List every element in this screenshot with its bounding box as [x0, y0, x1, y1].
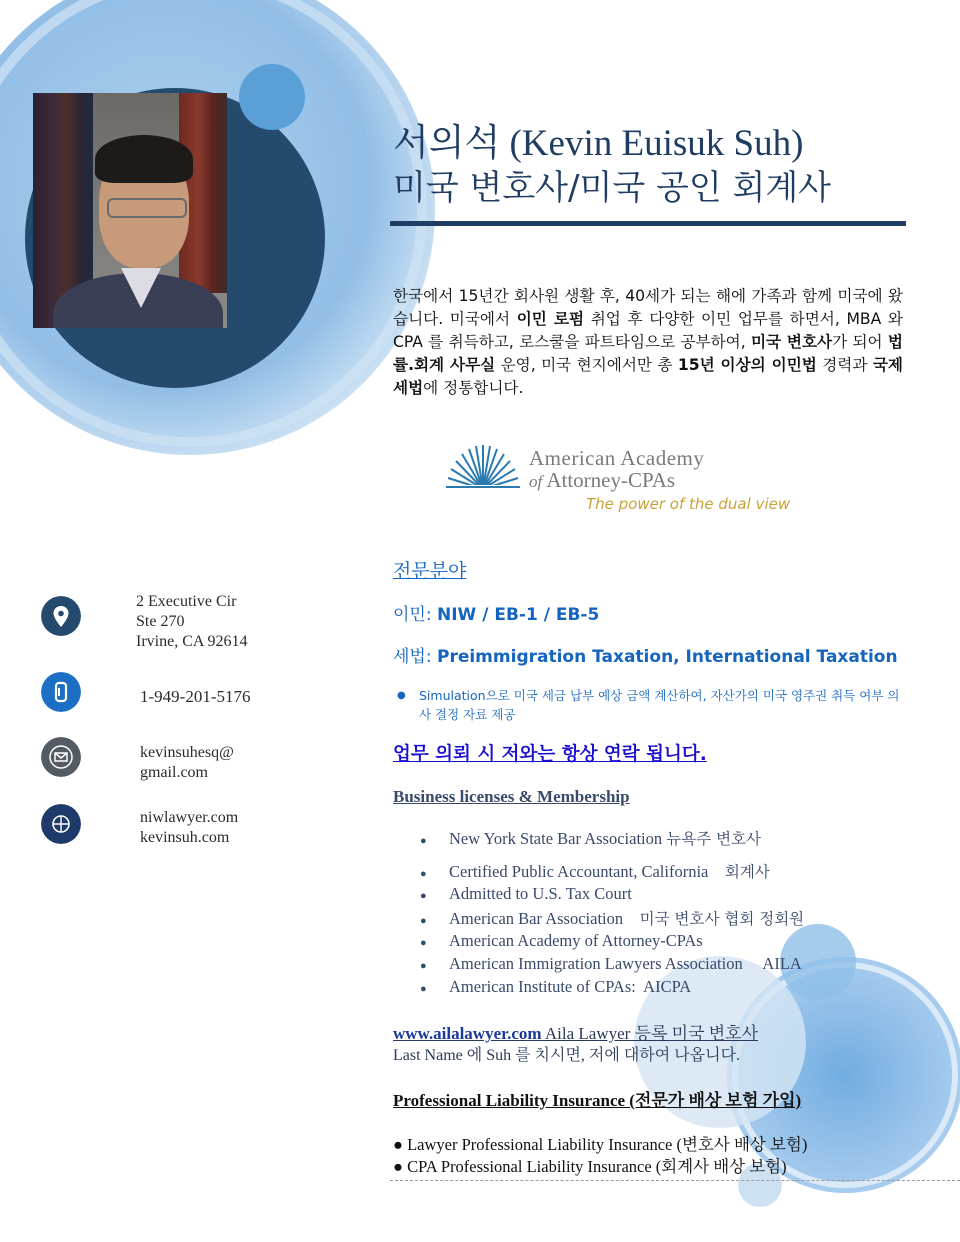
bullet-icon: ●: [420, 890, 427, 902]
aila-link-rest: Aila Lawyer 등록 미국 변호사: [541, 1024, 759, 1043]
website-1[interactable]: niwlawyer.com: [140, 809, 239, 826]
bullet-icon: ●: [397, 690, 406, 701]
aila-note: Last Name 에 Suh 를 치시면, 저에 대하여 나옵니다.: [393, 1047, 741, 1064]
website-2[interactable]: kevinsuh.com: [140, 829, 230, 846]
phone-number[interactable]: 1-949-201-5176: [140, 687, 251, 706]
license-name: American Academy of Attorney-CPAs: [449, 931, 703, 950]
contact-cta[interactable]: 업무 의뢰 시 저와는 항상 연락 됩니다.: [393, 744, 707, 765]
license-item: [420, 860, 770, 882]
immigration-value: NIW / EB-1 / EB-5: [436, 605, 600, 625]
specialty-heading: 전문분야: [393, 560, 467, 582]
email-line-2[interactable]: gmail.com: [140, 764, 208, 781]
bullet-icon: ●: [420, 915, 427, 927]
sunburst-logo-icon: [446, 441, 520, 493]
bullet-icon: ●: [420, 835, 427, 847]
intro-paragraph: [393, 285, 903, 400]
insurance-item-cpa: ● CPA Professional Liability Insurance (회계사 배상 보험): [393, 1157, 787, 1176]
tax-label: 세법:: [393, 647, 437, 667]
intro-text: 취업 후 다양한 이민 업무를 하면서, MBA 와 CPA 를 취득하고, 로스쿨을 파트타임으로 공부하여,: [393, 310, 903, 351]
tax-value: Preimmigration Taxation, International Taxation: [436, 647, 898, 667]
globe-icon: [41, 804, 81, 844]
license-korean: 회계사: [724, 863, 770, 881]
aila-link[interactable]: www.ailalawyer.com: [393, 1024, 542, 1043]
license-name: American Institute of CPAs: AICPA: [449, 977, 692, 996]
address-line-3: Irvine, CA 92614: [136, 633, 248, 650]
intro-emphasis: 15년 이상의 이민법: [677, 356, 817, 374]
license-item: [420, 907, 804, 929]
license-item: [420, 931, 703, 951]
license-name: New York State Bar Association: [449, 829, 667, 848]
intro-emphasis: 이민 로펌: [516, 310, 585, 328]
simulation-note: [397, 686, 905, 724]
intro-emphasis: 미국 변호사: [750, 333, 833, 351]
logo-line-2-text: Attorney-CPAs: [546, 468, 676, 492]
license-korean: 뉴욕주 변호사: [666, 830, 762, 848]
address-line-2: Ste 270: [136, 613, 185, 630]
logo-line-1: American Academy: [529, 446, 705, 470]
license-name: Admitted to U.S. Tax Court: [449, 884, 632, 903]
immigration-label: 이민:: [393, 605, 437, 625]
intro-emphasis: 국제세법: [393, 356, 903, 397]
logo-tagline: The power of the dual view: [586, 495, 791, 513]
name-heading: 서의석 (Kevin Euisuk Suh): [393, 123, 804, 164]
title-heading: 미국 변호사/미국 공인 회계사: [393, 168, 832, 208]
simulation-text: Simulation으로 미국 세금 납부 예상 금액 계산하여, 자산가의 미국 영주권 취득 여부 의사 결정 자료 제공: [419, 688, 900, 722]
header-divider: [390, 221, 906, 226]
bullet-icon: ●: [420, 983, 427, 995]
license-korean: 미국 변호사 협회 정회원: [639, 910, 805, 928]
phone-icon: [41, 672, 81, 712]
license-name: American Bar Association: [449, 909, 640, 928]
license-name: American Immigration Lawyers Association AILA: [449, 954, 802, 973]
logo-line-2: [529, 468, 675, 493]
photo-hair: [95, 135, 193, 183]
intro-text: 한국에서 15년간 회사원 생활 후, 40세가 되는 해에 가족과 함께 미국에 왔습니다. 미국에서: [393, 287, 903, 328]
license-item: [420, 954, 802, 974]
photo-glasses: [107, 198, 187, 218]
intro-text: 경력과: [816, 356, 873, 374]
tax-specialty: [393, 642, 898, 667]
email-icon: [41, 737, 81, 777]
immigration-specialty: [393, 600, 599, 625]
circle-small-accent: [239, 64, 305, 130]
location-icon: [41, 596, 81, 636]
address-line-1: 2 Executive Cir: [136, 593, 237, 610]
email-line-1[interactable]: kevinsuhesq@: [140, 744, 234, 761]
intro-text: 가 되어: [832, 333, 888, 351]
logo-of: of: [529, 472, 543, 491]
license-item: [420, 884, 632, 904]
bullet-icon: ●: [420, 937, 427, 949]
insurance-item-lawyer: ● Lawyer Professional Liability Insurance (변호사 배상 보험): [393, 1135, 808, 1154]
bullet-icon: ●: [420, 960, 427, 972]
intro-text: 에 정통합니다.: [423, 379, 524, 397]
bullet-icon: ●: [420, 868, 427, 880]
insurance-heading: Professional Liability Insurance (전문가 배상 보험 가입): [393, 1091, 802, 1110]
footer-divider: [390, 1180, 960, 1181]
license-name: Certified Public Accountant, California: [449, 862, 725, 881]
license-item: [420, 977, 691, 997]
intro-text: 운영, 미국 현지에서만 총: [495, 356, 678, 374]
aila-line[interactable]: [393, 1019, 758, 1044]
licenses-heading: Business licenses & Membership: [393, 787, 630, 806]
profile-photo: [33, 93, 227, 328]
intro-emphasis: 법률.회계 사무실: [393, 333, 903, 374]
license-item: [420, 827, 761, 849]
